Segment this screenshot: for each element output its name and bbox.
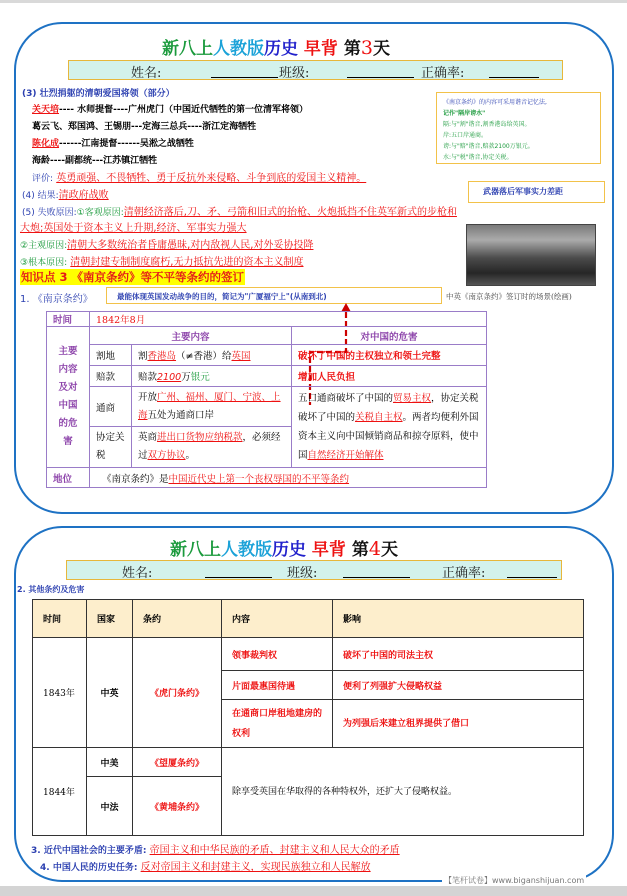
- text: 五口通商破坏了中国的: [298, 393, 394, 404]
- text: 。两者均便利外国资本主义向中国倾销商品和掠夺原料，使中国: [298, 412, 479, 461]
- text: 五处为通商口岸: [147, 409, 215, 421]
- col-harm-header: 对中国的危害: [292, 327, 487, 345]
- country-cell: 中英: [87, 638, 133, 748]
- answer: 中国近代史上第一个丧权辱国的不平等条约: [168, 473, 350, 485]
- side-label: 主要内容及对中国的危害: [47, 327, 90, 468]
- reason2-label: ②主观原因:: [20, 241, 68, 251]
- treaty-signing-painting: [466, 224, 596, 286]
- text: 开放: [138, 391, 158, 403]
- name-field[interactable]: [211, 77, 278, 78]
- general-line: [32, 153, 157, 166]
- row-item: 割地: [90, 345, 132, 366]
- title-part: 新八上: [170, 540, 221, 560]
- general-detail: ----副都统---江苏镇江牺牲: [50, 156, 158, 166]
- header-country: 国家: [87, 600, 133, 638]
- text: 。: [185, 450, 196, 461]
- note-line: 岸:五口岸通商。: [443, 132, 488, 139]
- note-line: 水:与"税"谐音,协定关税。: [443, 154, 513, 161]
- table-row: [47, 387, 487, 427]
- reason2-text: 清朝大多数统治者昏庸愚昧,对内敌视人民,对外妥协投降: [67, 240, 314, 251]
- general-line: [32, 102, 308, 115]
- treaty-cell: 《望厦条约》: [133, 748, 222, 777]
- day-number: 3: [360, 37, 373, 59]
- reason1-label: ①客观原因:: [76, 208, 124, 218]
- time-value: 1842年8月: [90, 312, 487, 327]
- weapon-note: [468, 181, 605, 203]
- knowledge-point-heading: 知识点 3 《南京条约》等不平等条约的签订: [21, 270, 245, 284]
- row-harm: 破坏了中国的主权独立和领土完整: [292, 345, 487, 366]
- task-text: 反对帝国主义和封建主义，实现民族独立和人民解放: [140, 862, 371, 873]
- title-part: 新八上: [162, 39, 213, 59]
- general-detail: ---定海三总兵----浙江定海牺牲: [131, 122, 257, 132]
- text: 英商: [138, 432, 158, 443]
- text: 赔款: [138, 372, 158, 383]
- reason3-text: 清朝封建专制制度腐朽,无力抵抗先进的资本主义制度: [70, 257, 304, 268]
- effect-cell: 便利了列强扩大侵略权益: [333, 671, 584, 700]
- text: （≠香港）给: [176, 351, 232, 362]
- answer: 英国: [231, 351, 251, 362]
- purpose-note: [106, 287, 442, 304]
- class-field[interactable]: [347, 77, 414, 78]
- answer: 2100: [157, 372, 182, 383]
- answer: 双方协议: [147, 450, 186, 461]
- row-harm: 增加人民负担: [292, 366, 487, 387]
- row-item: 赔款: [90, 366, 132, 387]
- contradiction-label: 3. 近代中国社会的主要矛盾:: [31, 846, 147, 856]
- top-border: [0, 0, 627, 3]
- reason3-label: ③根本原因:: [20, 258, 68, 268]
- status-label: 地位: [47, 468, 90, 488]
- result-text: 清政府战败: [58, 190, 109, 201]
- name-field[interactable]: [205, 577, 272, 578]
- evaluation-line: [32, 169, 366, 184]
- text: ，协定关税破坏了中国的: [298, 393, 479, 423]
- answer: 广州、福州、厦门、宁波、: [157, 391, 272, 403]
- note-line: 记作"隔岸谤水": [443, 110, 486, 117]
- table-header-row: [33, 600, 584, 638]
- answer: 香港岛: [147, 351, 177, 362]
- accuracy-label: 正确率:: [421, 66, 465, 81]
- time-cell: 1844年: [33, 748, 87, 836]
- weapon-note-text: 武器落后军事实力差距: [483, 187, 563, 196]
- watermark: 【笔杆试卷】www.biganshijuan.com: [444, 876, 585, 885]
- failure-line: [22, 203, 457, 218]
- general-name: 关天培: [32, 105, 60, 115]
- merged-harm: [292, 387, 487, 468]
- title-part: 天: [380, 540, 398, 560]
- contradiction-line: [31, 841, 400, 856]
- table-row: [47, 366, 487, 387]
- title-part: 人教版: [213, 39, 264, 59]
- result-label: (4) 结果:: [22, 191, 59, 201]
- time-cell: 1843年: [33, 638, 87, 748]
- text: 银元: [190, 372, 210, 383]
- answer: 贸易主权: [393, 393, 432, 404]
- title-part: 第: [351, 540, 369, 560]
- evaluation-text: 英勇顽强、不畏牺牲、勇于反抗外来侵略、斗争到底的爱国主义精神。: [56, 173, 367, 184]
- table-row: [47, 345, 487, 366]
- day3-title: [162, 34, 390, 59]
- accuracy-label: 正确率:: [442, 566, 486, 581]
- row-item: 协定关税: [90, 427, 132, 468]
- reason1-text-cont: 大炮;英国处于资本主义上升期,经济、军事实力强大: [20, 223, 247, 234]
- accuracy-field[interactable]: [507, 577, 557, 578]
- contradiction-text: 帝国主义和中华民族的矛盾、封建主义和人民大众的矛盾: [149, 845, 400, 856]
- treaty-cell: 《黄埔条约》: [133, 777, 222, 836]
- table-row: [33, 748, 584, 777]
- answer: 上海: [138, 391, 281, 421]
- purpose-note-text: 最能体现英国发动战争的目的，简记为"广厦福宁上"(从南到北): [117, 292, 327, 301]
- header-effect: 影响: [333, 600, 584, 638]
- title-part: 人教版: [221, 540, 272, 560]
- country-cell: 中法: [87, 777, 133, 836]
- text: 割: [138, 351, 148, 362]
- bottom-border: [0, 886, 627, 896]
- title-part: 早背: [311, 540, 346, 560]
- time-label: 时间: [47, 312, 90, 327]
- reason2-line: [20, 236, 313, 251]
- section-heading: (3) 壮烈捐躯的清朝爱国将领（部分）: [22, 89, 175, 99]
- col-content-header: 主要内容: [90, 327, 292, 345]
- class-label: 班级:: [279, 66, 310, 81]
- general-line: [32, 136, 194, 149]
- class-label: 班级:: [287, 566, 318, 581]
- text: 万: [181, 372, 191, 383]
- general-name: 陈化成: [32, 139, 60, 149]
- reason3-line: [20, 253, 303, 268]
- nanjing-label: 1. 《南京条约》: [20, 294, 93, 305]
- title-part: 第: [343, 39, 361, 59]
- general-line: [32, 119, 256, 132]
- content-cell: 在通商口岸租地建房的权利: [222, 700, 333, 748]
- text: ，必须经过: [138, 432, 281, 461]
- title-part: 早背: [303, 39, 338, 59]
- general-name: 葛云飞、郑国鸿、王锡朋: [32, 122, 132, 132]
- general-name: 海龄: [32, 156, 51, 166]
- text: 《南京条约》是: [102, 473, 169, 485]
- header-time: 时间: [33, 600, 87, 638]
- class-field[interactable]: [343, 577, 410, 578]
- day3-namebar: [68, 60, 563, 80]
- content-cell: 除享受英国在华取得的各种特权外，还扩大了侵略权益。: [222, 748, 584, 836]
- name-label: 姓名:: [122, 566, 153, 581]
- task-label: 4. 中国人民的历史任务:: [40, 863, 138, 873]
- day-number: 4: [368, 538, 381, 560]
- header-content: 内容: [222, 600, 333, 638]
- accuracy-field[interactable]: [489, 77, 539, 78]
- title-part: 历史: [272, 540, 306, 560]
- answer: 关税自主权: [355, 412, 403, 423]
- general-detail: ---- 水师提督----广州虎门（中国近代牺牲的第一位清军将领）: [59, 105, 309, 115]
- note-line: 谤:与"赔"谐音,赔款2100万银元。: [443, 143, 534, 150]
- effect-cell: 为列强后来建立租界提供了借口: [333, 700, 584, 748]
- note-line: 《南京条约》的内容可采用谐音记忆法,: [443, 99, 547, 106]
- general-detail: ------江南提督------吴淞之战牺牲: [59, 139, 194, 149]
- name-label: 姓名:: [131, 66, 162, 81]
- reason1-text: 清朝经济落后,刀、矛、弓箭和旧式的抬枪、火炮抵挡不住英军新式的步枪和: [123, 207, 457, 218]
- table-row: [47, 468, 487, 488]
- evaluation-label: 评价:: [32, 174, 54, 184]
- content-cell: 片面最惠国待遇: [222, 671, 333, 700]
- treaty-cell: 《虎门条约》: [133, 638, 222, 748]
- mnemonic-note: [436, 92, 601, 164]
- task-line: [40, 858, 371, 873]
- nanjing-treaty-table: [46, 311, 487, 488]
- section-heading: 2. 其他条约及危害: [17, 585, 85, 594]
- row-item: 通商: [90, 387, 132, 427]
- title-part: 天: [372, 39, 390, 59]
- table-row: [33, 638, 584, 671]
- result-line: [22, 186, 109, 201]
- answer: 自然经济开始解体: [307, 450, 384, 461]
- day4-namebar: [66, 560, 562, 580]
- title-part: 历史: [264, 39, 298, 59]
- country-cell: 中美: [87, 748, 133, 777]
- content-cell: 领事裁判权: [222, 638, 333, 671]
- note-line: 隔:与"割"谐音,割香港岛给英国。: [443, 121, 531, 128]
- failure-label: (5) 失败原因:: [22, 208, 77, 218]
- answer: 进出口货物应纳税款: [157, 432, 243, 443]
- photo-caption: 中英《南京条约》签订时的场景(绘画): [446, 292, 572, 301]
- header-treaty: 条约: [133, 600, 222, 638]
- other-treaties-table: [32, 599, 584, 836]
- effect-cell: 破坏了中国的司法主权: [333, 638, 584, 671]
- day4-title: [170, 535, 398, 560]
